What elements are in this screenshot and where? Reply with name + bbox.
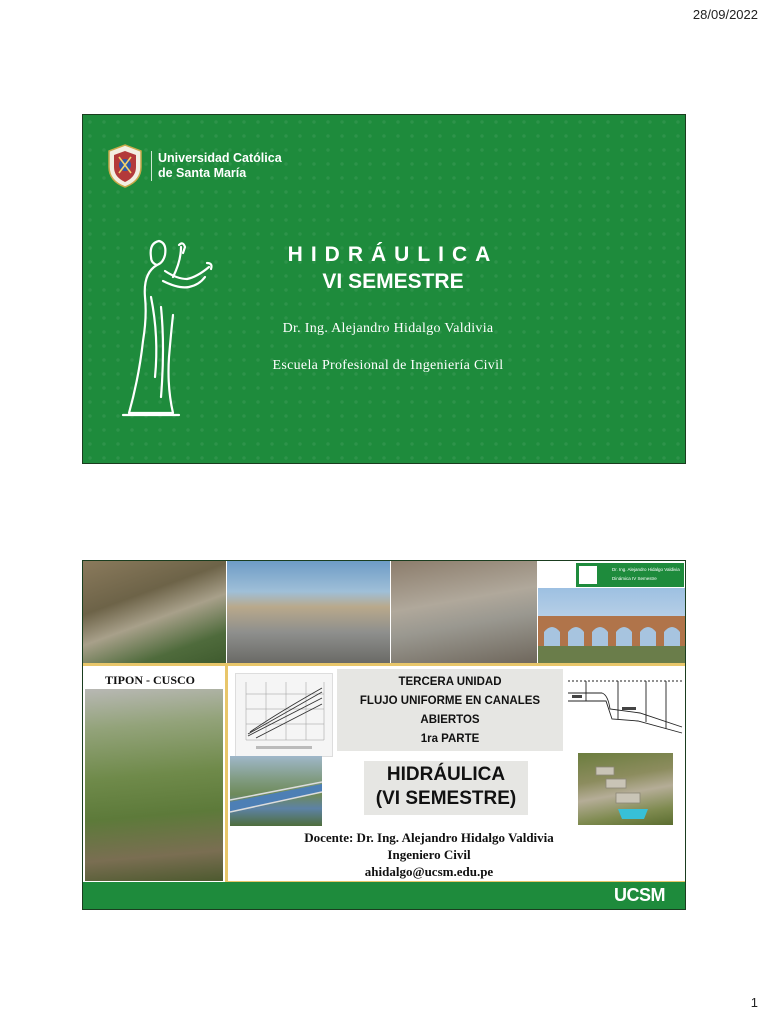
badge-logo-icon <box>579 566 597 584</box>
tipon-terraces-photo <box>85 689 223 881</box>
channel-profile-icon <box>566 673 684 745</box>
logo-divider <box>151 151 152 181</box>
university-name <box>158 151 282 181</box>
school-name: Escuela Profesional de Ingeniería Civil <box>272 358 504 373</box>
teacher-email: ahidalgo@ucsm.edu.pe <box>364 864 494 879</box>
unit-line-4: 1ra PARTE <box>420 733 480 745</box>
university-crest-icon <box>105 143 145 189</box>
aqueduct-arches-icon <box>538 588 686 663</box>
title-slide <box>82 114 686 464</box>
gold-divider <box>83 663 686 666</box>
canal-bridge-photo <box>230 756 322 826</box>
teacher-title: Ingeniero Civil <box>387 847 471 862</box>
unit-info-box <box>337 669 563 751</box>
gold-divider-vertical <box>225 666 228 884</box>
author-badge <box>576 563 684 587</box>
university-name-line-1: Universidad Católica <box>158 151 282 165</box>
moody-diagram-figure <box>235 673 333 757</box>
unit-line-3: ABIERTOS <box>420 714 480 726</box>
teacher-info <box>233 829 625 880</box>
course-name-line-1: HIDRÁULICA <box>386 764 506 785</box>
course-semester: VI SEMESTRE <box>322 270 464 293</box>
stepped-channel-photo <box>578 753 673 825</box>
photo-caption: TIPON - CUSCO <box>105 673 196 687</box>
roman-aqueduct-photo <box>538 588 686 663</box>
tipon-waterfall-photo <box>83 561 226 663</box>
brand-footer-bar <box>83 882 686 909</box>
course-title: HIDRÁULICA <box>287 243 499 266</box>
virgin-statue-icon <box>121 237 221 419</box>
stepped-channel-icon <box>578 753 673 825</box>
water-bridge-icon <box>230 756 322 826</box>
university-name-line-2: de Santa María <box>158 166 247 180</box>
badge-course: Dinámica IV Semestre <box>612 576 657 581</box>
canal-construction-photo <box>227 561 390 663</box>
diagram-lines-icon <box>236 674 332 756</box>
unit-line-1: TERCERA UNIDAD <box>398 676 502 688</box>
page-number: 1 <box>750 995 758 1010</box>
course-name-box <box>364 761 528 815</box>
teacher-name: Docente: Dr. Ing. Alejandro Hidalgo Valdivia <box>304 830 554 845</box>
concrete-canal-photo <box>391 561 537 663</box>
course-name-line-2: (VI SEMESTRE) <box>375 788 517 809</box>
author-name: Dr. Ing. Alejandro Hidalgo Valdivia <box>282 321 494 336</box>
unit-line-2: FLUJO UNIFORME EN CANALES <box>359 695 541 707</box>
channel-profile-diagram <box>566 673 684 745</box>
brand-logo-text: UCSM <box>614 885 665 905</box>
unit-cover-slide <box>82 560 686 910</box>
badge-author: Dr. Ing. Alejandro Hidalgo Valdivia <box>612 567 680 572</box>
page-date: 28/09/2022 <box>692 7 758 22</box>
